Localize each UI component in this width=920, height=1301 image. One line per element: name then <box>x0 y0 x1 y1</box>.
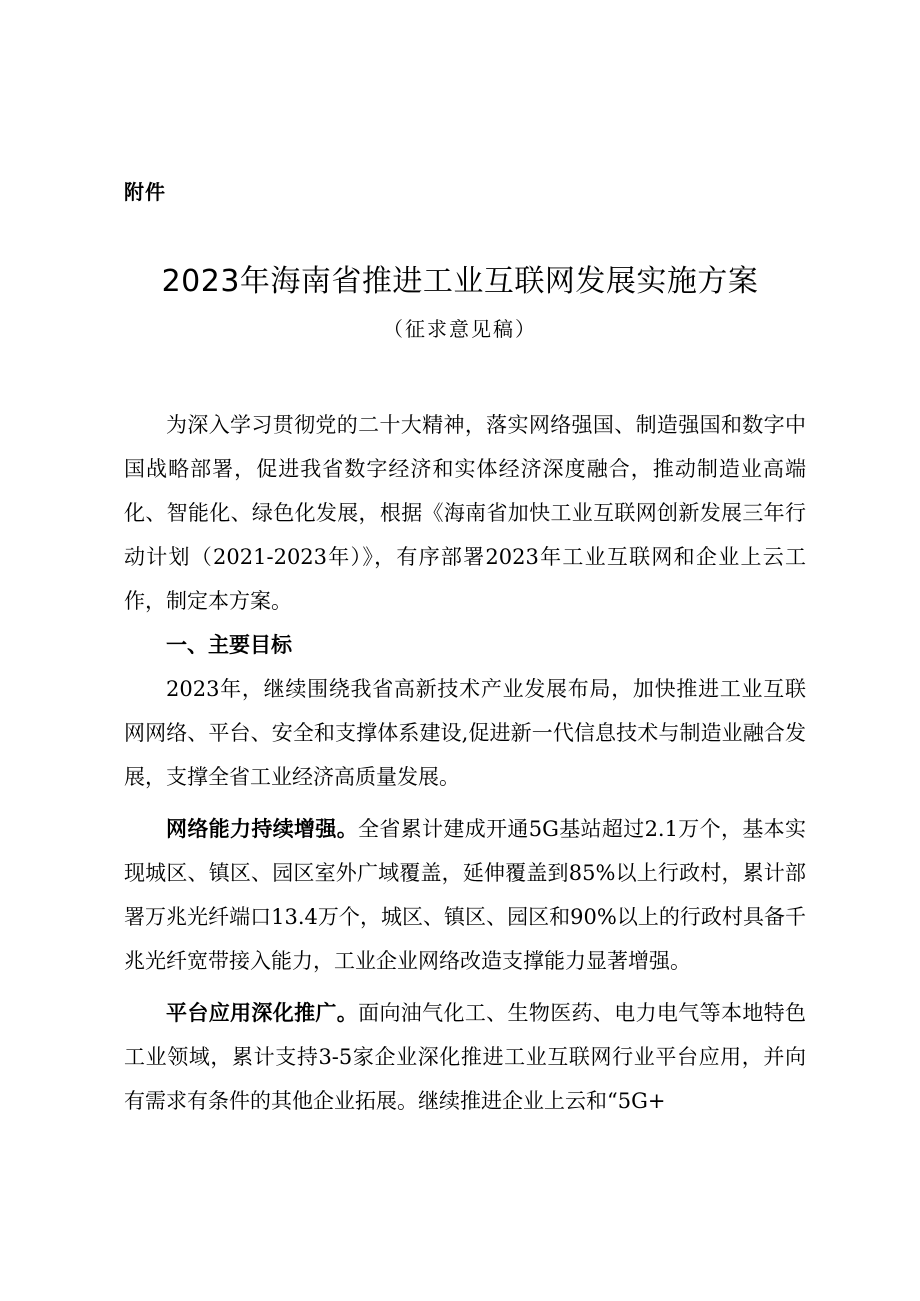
section-heading-main-goals: 一、主要目标 <box>166 633 292 657</box>
platform-text: 面向油气化工、生物医药、电力电气等本地特色工业领域，累计支持3-5家企业深化推进工业互联网行业平台应用，并向有需求有条件的其他企业拓展。继续推进企业上云和“5G+ <box>124 1001 807 1113</box>
document-title: 2023年海南省推进工业互联网发展实施方案 <box>161 264 759 299</box>
network-lead: 网络能力持续增强。 <box>166 817 359 841</box>
network-text: 全省累计建成开通5G基站超过2.1万个，基本实现城区、镇区、园区室外广域覆盖，延伸覆盖到85%以上行政村，累计部署万兆光纤端口13.4万个，城区、镇区、园区和90%以上的行政村具备千兆光纤宽带接入能力，工业企业网络改造支撑能力显著增强。 <box>124 817 806 973</box>
intro-paragraph: 为深入学习贯彻党的二十大精神，落实网络强国、制造强国和数字中国战略部署，促进我省数字经济和实体经济深度融合，推动制造业高端化、智能化、绿色化发展，根据《海南省加快工业互联网创新发展三年行动计划（2021-2023年）》，有序部署2023年工业互联网和企业上云工作，制定本方案。 <box>124 413 806 613</box>
annex-label: 附件 <box>124 180 166 204</box>
document-body <box>124 403 806 1123</box>
goal-overview-paragraph: 2023年，继续围绕我省高新技术产业发展布局，加快推进工业互联网网络、平台、安全和支撑体系建设,促进新一代信息技术与制造业融合发展，支撑全省工业经济高质量发展。 <box>124 677 806 789</box>
network-paragraph <box>124 807 806 983</box>
platform-lead: 平台应用深化推广。 <box>166 1001 359 1025</box>
document-subtitle: （征求意见稿） <box>383 317 537 341</box>
platform-paragraph <box>124 991 806 1123</box>
